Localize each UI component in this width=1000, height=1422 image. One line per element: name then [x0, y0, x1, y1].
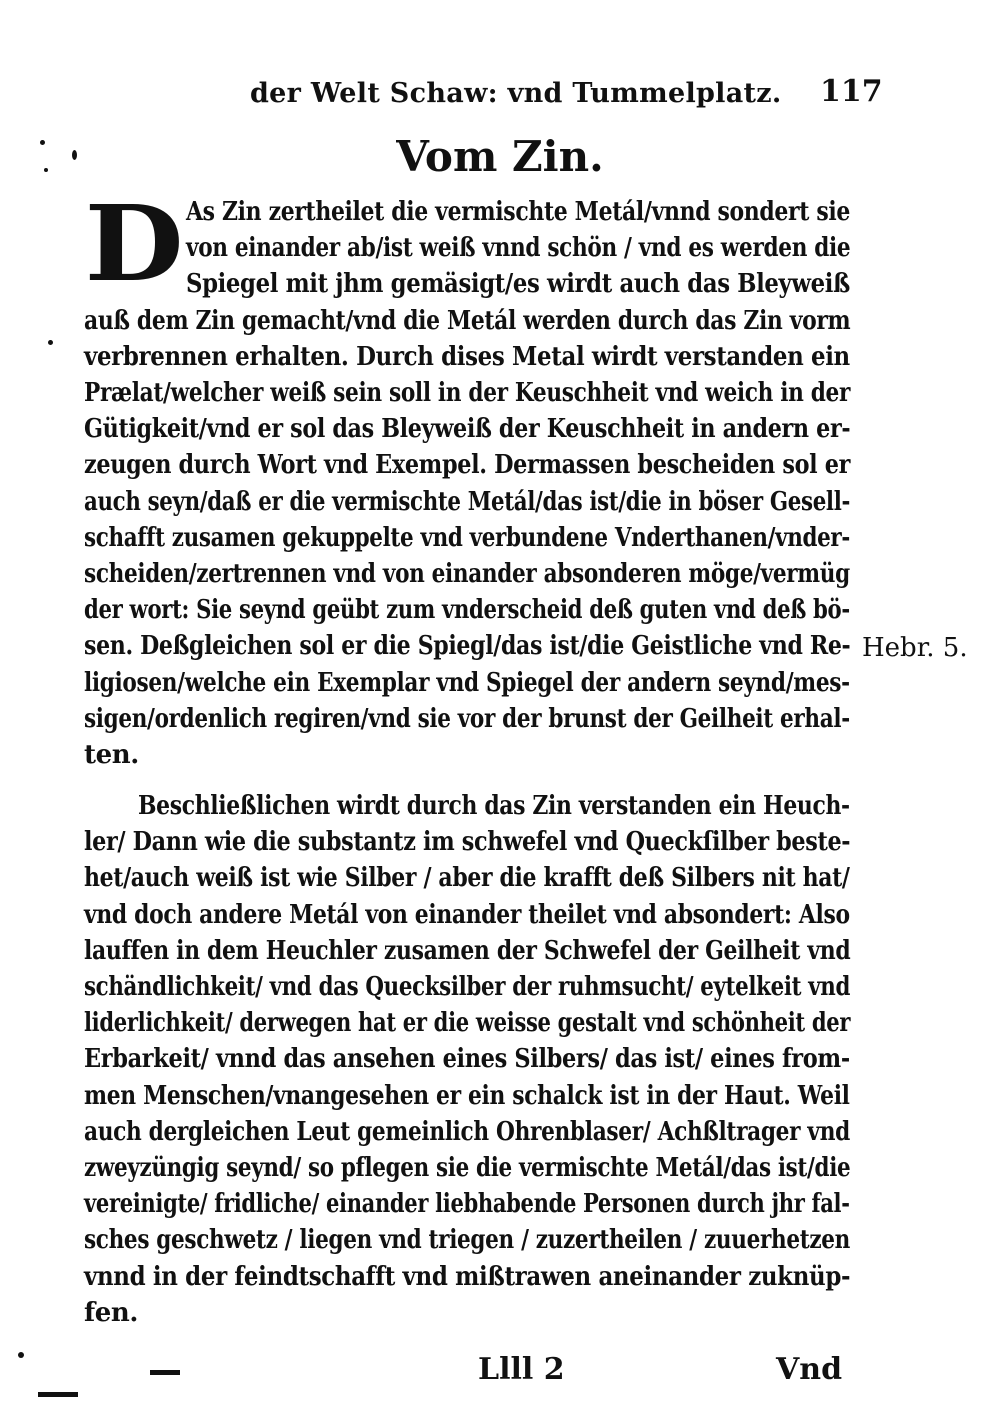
text-line: scheiden/zertrennen vnd von einander absonderen möge/vermüg [84, 559, 850, 589]
text-line: As Zin zertheilet die vermischte Metál/vnnd sondert sie [186, 197, 850, 227]
text-line: der wort: Sie seynd geübt zum vnderscheid deß guten vnd deß bö- [84, 595, 850, 626]
decorated-initial [84, 182, 184, 305]
margin-note: Hebr. 5. [862, 633, 968, 663]
ink-dash [150, 1370, 180, 1375]
text-line: Beschließlichen wirdt durch das Zin verstanden ein Heuch- [138, 791, 850, 821]
text-line: auß dem Zin gemacht/vnd die Metál werden durch das Zin vorm [84, 305, 851, 336]
text-line: lauffen in dem Heuchler zusamen der Schwefel der Geilheit vnd [84, 935, 851, 966]
text-line: ligiosen/welche ein Exemplar vnd Spiegel der andern seynd/mes- [84, 667, 850, 698]
running-head: der Welt Schaw: vnd Tummelplatz. [250, 78, 782, 109]
text-line: von einander ab/ist weiß vnnd schön / vnd es werden die [186, 233, 851, 264]
catchword: Vnd [776, 1352, 843, 1387]
text-line: het/auch weiß ist wie Silber / aber die krafft deß Silbers nit hat/ [84, 863, 850, 894]
drop-cap-letter: D [84, 182, 184, 305]
text-line: Prælat/welcher weiß sein soll in der Keuschheit vnd weich in der [84, 378, 851, 408]
text-line: Spiegel mit jhm gemäsigt/es wirdt auch das Bleyweiß [186, 269, 850, 300]
ink-speck [44, 168, 48, 172]
ink-speck [40, 140, 45, 145]
text-line: vnnd in der feindtschafft vnd mißtrawen aneinander zuknüp- [84, 1261, 851, 1292]
text-line: zweyzüngig seynd/ so pflegen sie die vermischte Metál/das ist/die [84, 1153, 851, 1183]
text-line: ler/ Dann wie die substantz im schwefel vnd Queckſilber beste- [84, 827, 851, 858]
text-line: auch dergleichen Leut gemeinlich Ohrenblaser/ Achßltrager vnd [84, 1116, 850, 1147]
text-line: liderlichkeit/ derwegen hat er die weisse gestalt vnd schönheit der [84, 1008, 851, 1039]
text-line: vnd doch andere Metál von einander theilet vnd absondert: Also [84, 899, 850, 930]
text-line: men Menschen/vnangesehen er ein schalck ist in der Haut. Weil [84, 1080, 850, 1111]
text-line: zeugen durch Wort vnd Exempel. Dermassen bescheiden sol er [84, 450, 851, 481]
ink-speck [72, 150, 77, 160]
text-line: schändlichkeit/ vnd das Quecksilber der ruhmsucht/ eytelkeit vnd [84, 972, 851, 1002]
text-line: schafft zusamen gekuppelte vnd verbundene Vnderthanen/vnder- [84, 522, 850, 553]
text-line: sches geschwetz / liegen vnd triegen / zuzertheilen / zuuerhetzen [84, 1225, 850, 1256]
ink-dash [38, 1392, 78, 1397]
text-line: auch seyn/daß er die vermischte Metál/das ist/die in böser Gesell- [84, 486, 851, 517]
text-line: fen. [84, 1297, 139, 1328]
text-line: Gütigkeit/vnd er sol das Bleyweiß der Keuschheit in andern er- [84, 414, 851, 445]
signature-mark: Llll 2 [478, 1352, 565, 1387]
text-line: sen. Deßgleichen sol er die Spiegl/das ist/die Geistliche vnd Re- [84, 631, 851, 662]
text-line: verbrennen erhalten. Durch dises Metal wirdt verstanden ein [84, 341, 850, 372]
text-line: Erbarkeit/ vnnd das ansehen eines Silbers/ das ist/ eines from- [84, 1044, 850, 1075]
ink-speck [18, 1352, 24, 1358]
text-line: sigen/ordenlich regiren/vnd sie vor der brunst der Geilheit erhal- [84, 703, 850, 734]
ink-speck [48, 340, 53, 345]
page-number: 117 [820, 74, 883, 109]
chapter-title: Vom Zin. [396, 132, 604, 181]
text-line: ten. [84, 740, 139, 770]
text-line: vereinigte/ fridliche/ einander liebhabende Personen durch jhr fal- [84, 1189, 850, 1220]
